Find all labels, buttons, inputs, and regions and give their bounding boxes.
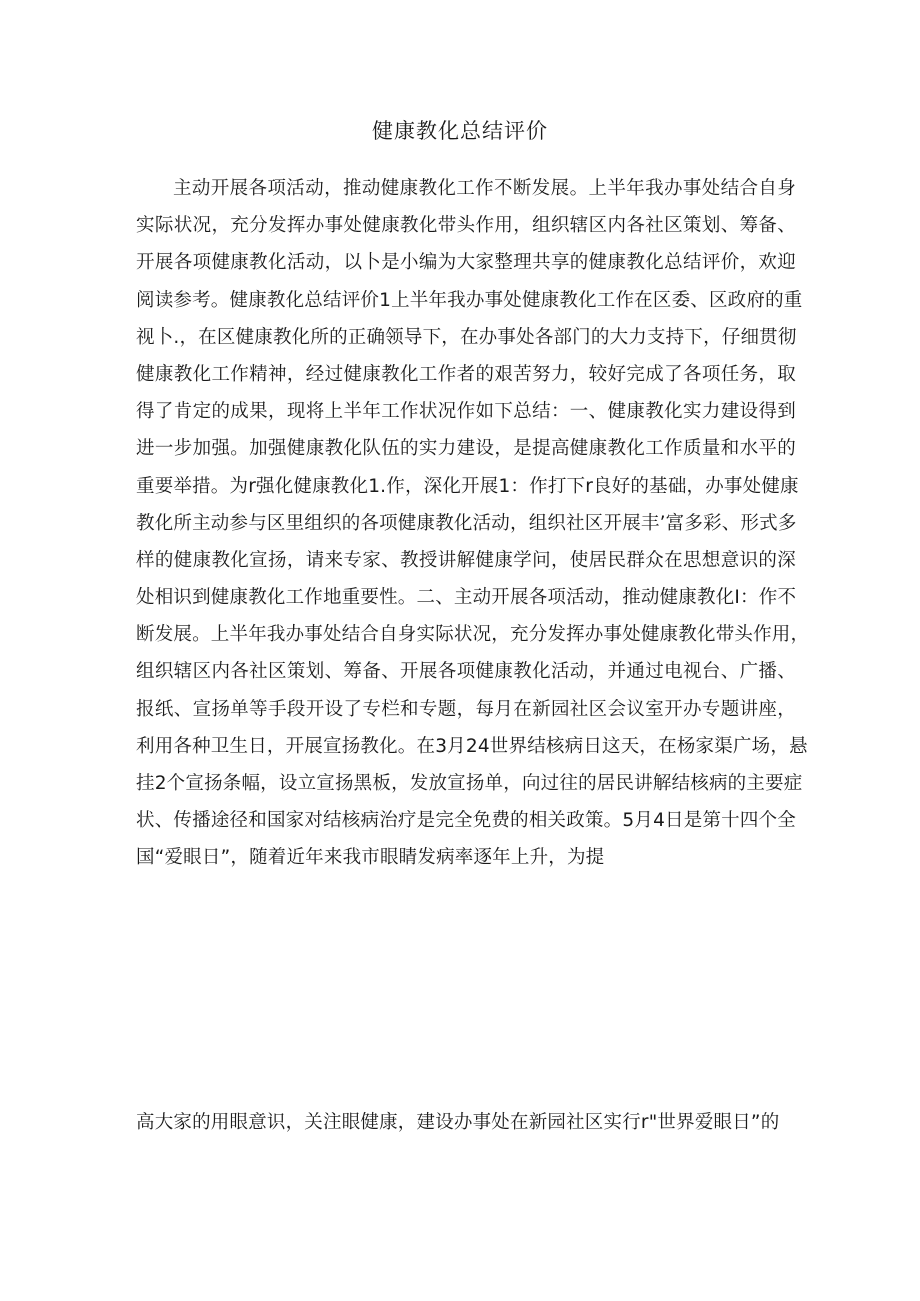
text-line: 视卜.，在区健康教化所的正确领导下，在办事处各部门的大力支持下，仔细贯彻 <box>136 326 797 348</box>
text-line: 进一步加强。加强健康教化队伍的实力建设，是提高健康教化工作质量和水平的 <box>136 438 796 460</box>
text-line: 利用各种卫生日，开展宣扬教化。在3月24世界结核病日这天，在杨家渠广场，悬 <box>136 735 808 757</box>
text-line: 组织辖区内各社区策划、筹备、开展各项健康教化活动，并通过电视台、广播、 <box>136 661 796 683</box>
text-line: 开展各项健康教化活动，以卜是小编为大家整理共享的健康教化总结评价，欢迎 <box>136 252 796 274</box>
text-line: 阅读参考。健康教化总结评价1上半年我办事处健康教化工作在区委、区政府的重 <box>136 289 803 311</box>
continuation-paragraph <box>136 1104 796 1141</box>
text-line: 实际状况，充分发挥办事处健康教化带头作用，组织辖区内各社区策划、筹备、 <box>136 215 796 237</box>
text-line: 重要举措。为r强化健康教化1.作，深化开展1：作打下r良好的基础，办事处健康 <box>136 475 799 497</box>
text-line: 教化所主动参与区里组织的各项健康教化活动，组织社区开展丰’富多彩、形式多 <box>136 512 797 534</box>
text-line: 主动开展各项活动，推动健康教化工作不断发展。上半年我办事处结合自身 <box>173 178 796 199</box>
body-paragraph <box>136 170 810 877</box>
text-line: 报纸、宣扬单等手段开设了专栏和专题，每月在新园社区会议室开办专题讲座， <box>136 698 796 720</box>
text-line: 国“爱眼日”，随着近年来我市眼睛发病率逐年上升，为提 <box>136 847 605 869</box>
text-line: 挂2个宣扬条幅，设立宣扬黑板，发放宣扬单，向过往的居民讲解结核病的主要症 <box>136 773 803 794</box>
text-line: 健康教化工作精神，经过健康教化工作者的艰苦努力，较好完成了各项任务，取 <box>136 363 796 385</box>
text-line: 处相识到健康教化工作地重要性。二、主动开展各项活动，推动健康教化I：作不 <box>136 587 797 609</box>
text-line: 高大家的用眼意识，关注眼健康，建设办事处在新园社区实行r"世界爱眼日”的 <box>136 1112 780 1133</box>
text-line: 状、传播途径和国家对结核病治疗是完全免费的相关政策。5月4日是第十四个全 <box>136 810 796 832</box>
document-title: 健康教化总结评价 <box>372 119 548 143</box>
text-line: 样的健康教化宣扬，请来专家、教授讲解健康学问，使居民群众在思想意识的深 <box>136 549 796 571</box>
text-line: 得了肯定的成果，现将上半年工作状况作如下总结：一、健康教化实力建设得到 <box>136 401 796 423</box>
text-line: 断发展。上半年我办事处结合自身实际状况，充分发挥办事处健康教化带头作用， <box>136 624 810 646</box>
